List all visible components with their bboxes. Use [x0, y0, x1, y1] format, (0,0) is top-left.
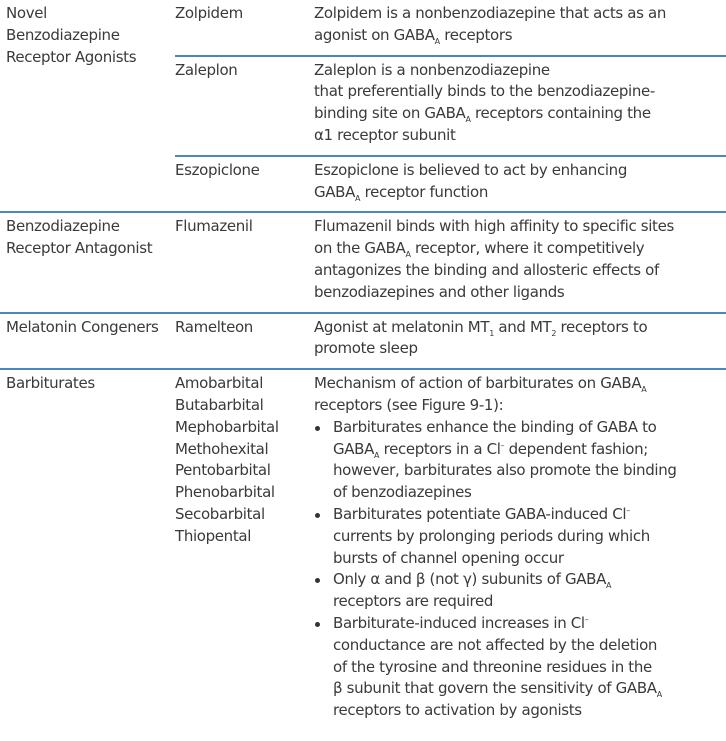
- text-line: Barbiturate-induced increases in Cl–: [333, 613, 589, 632]
- text-line: however, barbiturates also promote the binding: [333, 461, 677, 480]
- subscript: A: [405, 250, 411, 260]
- text-line: Zaleplon is a nonbenzodiazepine: [314, 60, 550, 79]
- drug-name: Butabarbital: [175, 395, 264, 414]
- subscript: A: [374, 450, 380, 460]
- text-line: Agonist at melatonin $MT_1$ and $MT_2$ receptors to: [314, 317, 648, 338]
- mechanism-bullet: [314, 417, 722, 504]
- text-line: α1 receptor subunit: [314, 125, 456, 144]
- text-line: antagonizes the binding and allosteric effects of: [314, 260, 659, 279]
- bullet-text: [333, 613, 722, 722]
- text-line: Zolpidem is a nonbenzodiazepine that acts as an: [314, 4, 666, 22]
- text-line: Only α and β (not γ) subunits of $GABA_A$: [333, 570, 612, 591]
- drug-name: Thiopental: [175, 526, 252, 545]
- subscript: A: [434, 36, 440, 46]
- drug-name: Ramelteon: [175, 317, 253, 336]
- sub-row-zolpidem: [175, 0, 726, 55]
- sub-row-eszopiclone: [175, 155, 726, 212]
- text-line: benzodiazepines and other ligands: [314, 282, 565, 301]
- text-line: conductance are not affected by the deletion: [333, 635, 658, 654]
- sub-row-ramelteon: [175, 314, 726, 369]
- bullet-icon: [315, 513, 320, 518]
- mechanism-text: [314, 213, 726, 311]
- subscript: A: [656, 690, 662, 700]
- drug-class-cell: [0, 314, 175, 369]
- subscript: 2: [551, 328, 557, 338]
- text-line: binding site on $GABA_A$ receptors containing the: [314, 104, 651, 125]
- drug-name: Methohexital: [175, 439, 269, 458]
- text-line: that preferentially binds to the benzodiazepine-: [314, 82, 655, 101]
- text-line: Flumazenil binds with high affinity to specific sites: [314, 217, 674, 236]
- text-line: Barbiturates enhance the binding of GABA to: [333, 417, 657, 436]
- sub-row-barbiturates: [175, 370, 726, 730]
- drug-list: [175, 370, 314, 730]
- text-line: currents by prolonging periods during which: [333, 526, 650, 545]
- text-line: receptors (see Figure 9-1):: [314, 395, 504, 414]
- table-row-bzd-antagonist: [0, 211, 726, 311]
- table-row-novel-bzd-agonists: [0, 0, 726, 211]
- text-line: Mechanism of action of barbiturates on $GABA_A$: [314, 374, 647, 395]
- subscript: A: [355, 193, 361, 203]
- drug-name: Phenobarbital: [175, 483, 275, 502]
- superscript: –: [626, 505, 630, 515]
- bullet-icon: [315, 622, 320, 627]
- text-line: $GABA_A$ receptor function: [314, 182, 488, 203]
- mechanism-text: [314, 157, 726, 212]
- drug-name: Pentobarbital: [175, 461, 271, 480]
- drug-name: Flumazenil: [175, 217, 253, 236]
- drug-class-line: Benzodiazepine: [6, 217, 120, 236]
- text-line: promote sleep: [314, 339, 418, 358]
- superscript: –: [500, 440, 505, 450]
- drug-class-line: Benzodiazepine: [6, 25, 120, 44]
- text-line: receptors are required: [333, 592, 494, 611]
- drug-name: Secobarbital: [175, 504, 265, 523]
- bullet-text: [333, 417, 722, 504]
- bullet-icon: [315, 578, 320, 583]
- subscript: A: [641, 385, 647, 395]
- drug-class-cell: [0, 0, 175, 211]
- mechanism-text: [314, 314, 726, 369]
- drug-class-cell: [0, 213, 175, 311]
- text-line: receptors to activation by agonists: [333, 701, 582, 720]
- subscript: A: [606, 581, 612, 591]
- drug-name: Mephobarbital: [175, 417, 279, 436]
- text-line: of benzodiazepines: [333, 483, 472, 502]
- mechanism-intro: [314, 373, 722, 417]
- bullet-icon: [315, 426, 320, 431]
- mechanism-bullet: [314, 569, 722, 613]
- drug-name: Eszopiclone: [175, 160, 260, 179]
- subscript: A: [465, 115, 471, 125]
- sub-row-zaleplon: [175, 55, 726, 155]
- drug-name: Zolpidem: [175, 4, 243, 22]
- mechanism-bullet-list: [314, 417, 722, 722]
- text-line: of the tyrosine and threonine residues in the: [333, 657, 652, 676]
- drug-name: Amobarbital: [175, 374, 264, 393]
- mechanism-text: [314, 57, 726, 155]
- drug-class-line: Melatonin Congeners: [6, 317, 159, 336]
- mechanism-bullet: [314, 504, 722, 569]
- subscript: 1: [489, 328, 494, 338]
- text-line: agonist on $GABA_A$ receptors: [314, 25, 513, 46]
- drug-class-line: Novel: [6, 4, 47, 22]
- mechanism-bullet: [314, 613, 722, 722]
- drug-class-line: Barbiturates: [6, 374, 95, 393]
- text-line: Barbiturates potentiate GABA-induced Cl–: [333, 504, 630, 523]
- drug-class-line: Receptor Agonists: [6, 47, 137, 66]
- text-line: Eszopiclone is believed to act by enhancing: [314, 160, 628, 179]
- table-row-barbiturates: [0, 368, 726, 730]
- table-row-melatonin-congeners: [0, 312, 726, 369]
- text-line: bursts of channel opening occur: [333, 548, 564, 567]
- bullet-text: [333, 504, 722, 569]
- text-line: $GABA_A$ receptors in a Cl– dependent fashion;: [333, 439, 648, 460]
- drug-class-line: Receptor Antagonist: [6, 239, 153, 258]
- superscript: –: [584, 614, 589, 624]
- sub-row-flumazenil: [175, 213, 726, 311]
- bullet-text: [333, 569, 722, 613]
- drug-class-cell: [0, 370, 175, 730]
- mechanism-text: [314, 0, 726, 55]
- text-line: β subunit that govern the sensitivity of $GABA_A$: [333, 679, 662, 700]
- mechanism-text: [314, 370, 726, 730]
- text-line: on the $GABA_A$ receptor, where it competitively: [314, 239, 645, 260]
- drug-name: Zaleplon: [175, 60, 238, 79]
